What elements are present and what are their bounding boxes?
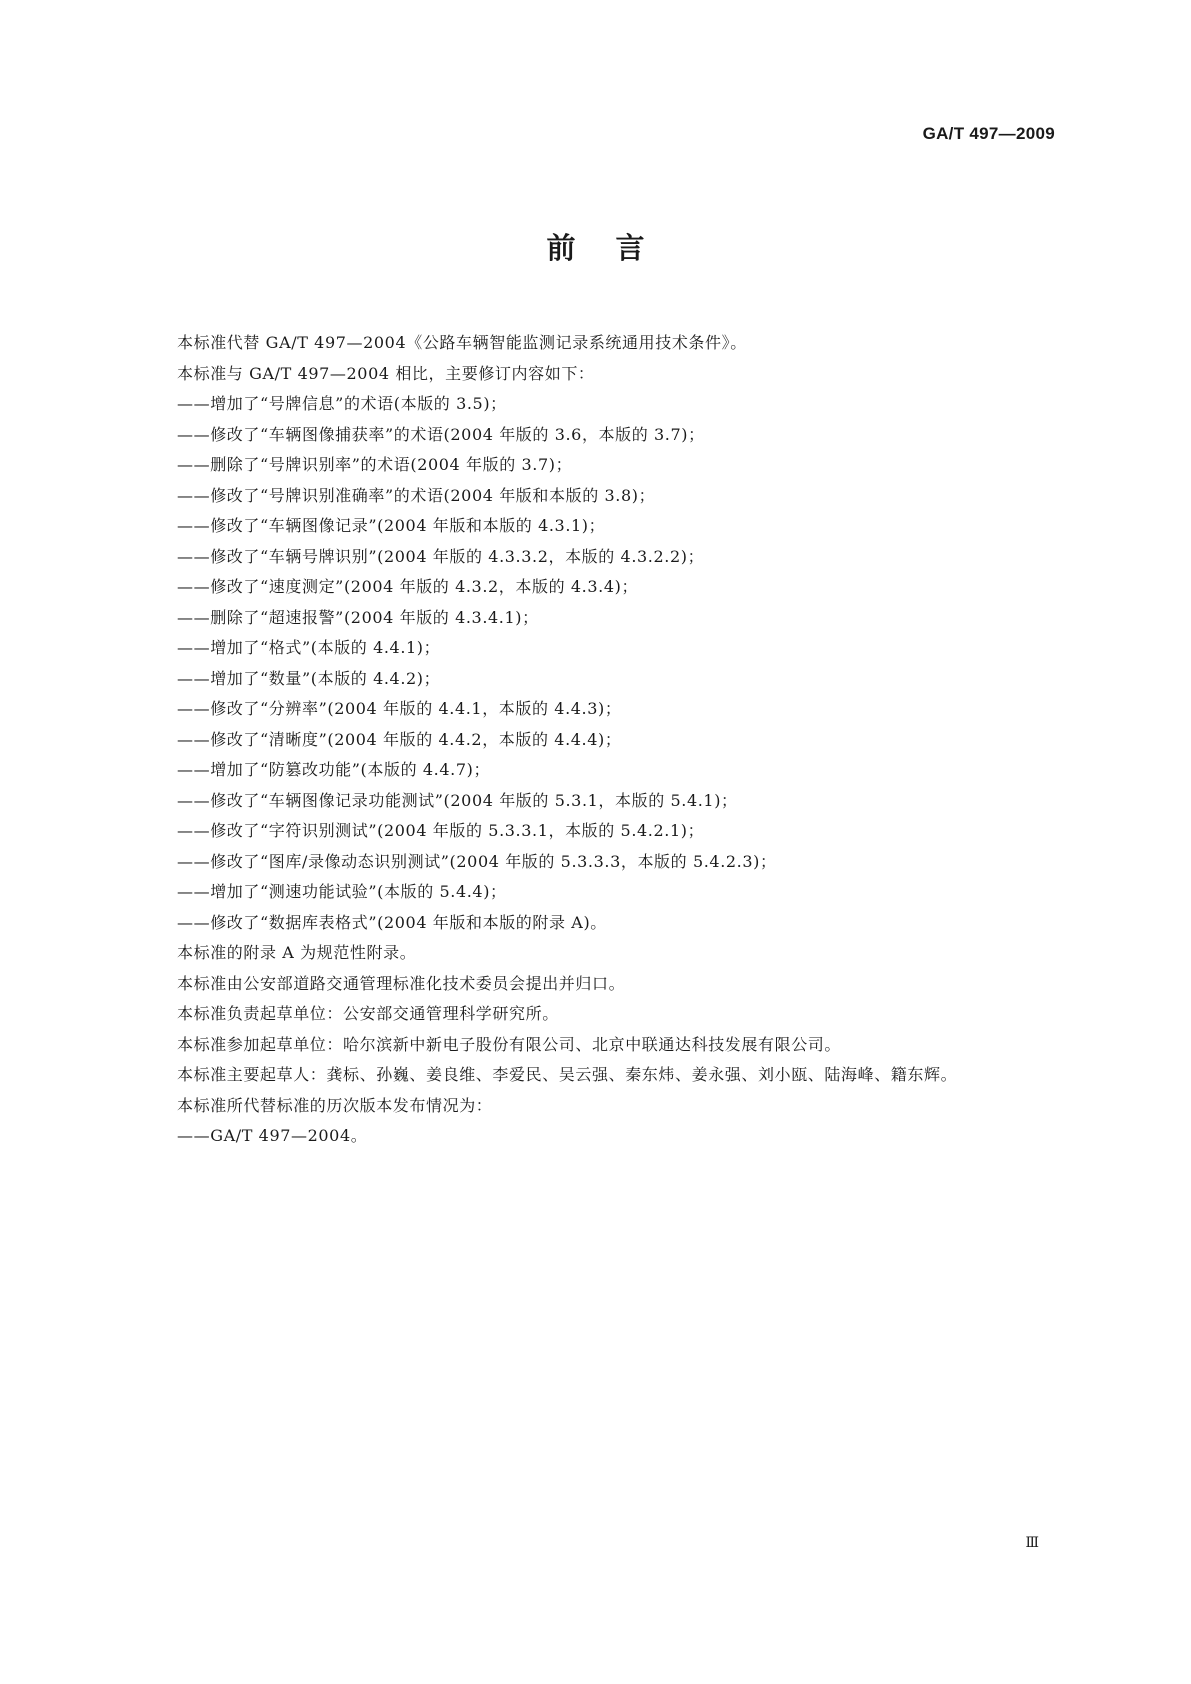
list-item: ——增加了“防篡改功能”(本版的 4.4.7)；: [177, 760, 491, 779]
list-item: ——修改了“车辆号牌识别”(2004 年版的 4.3.3.2，本版的 4.3.2.2)；: [177, 546, 705, 566]
paragraph: 本标准参加起草单位：哈尔滨新中新电子股份有限公司、北京中联通达科技发展有限公司。: [177, 1034, 842, 1054]
paragraph: 本标准与 GA/T 497—2004 相比，主要修订内容如下：: [177, 363, 595, 383]
list-item: ——增加了“数量”(本版的 4.4.2)；: [177, 668, 441, 688]
paragraph: 本标准所代替标准的历次版本发布情况为：: [177, 1095, 493, 1115]
list-item: ——增加了“测速功能试验”(本版的 5.4.4)；: [177, 882, 507, 901]
page-title: 前言: [546, 231, 685, 265]
list-item: ——修改了“分辨率”(2004 年版的 4.4.1，本版的 4.4.3)；: [177, 699, 622, 718]
list-item: ——GA/T 497—2004。: [177, 1126, 368, 1145]
paragraph: 本标准负责起草单位：公安部交通管理科学研究所。: [177, 1004, 559, 1023]
paragraph: 本标准主要起草人：龚标、孙巍、姜良维、李爱民、吴云强、秦东炜、姜永强、刘小瓯、陆海峰、籍东辉。: [177, 1065, 958, 1084]
list-item: ——删除了“号牌识别率”的术语(2004 年版的 3.7)；: [177, 455, 573, 474]
paragraph: 本标准的附录 A 为规范性附录。: [177, 943, 417, 962]
paragraph: 本标准代替 GA/T 497—2004《公路车辆智能监测记录系统通用技术条件》。: [177, 333, 747, 352]
list-item: ——修改了“字符识别测试”(2004 年版的 5.3.3.1，本版的 5.4.2.1)；: [177, 821, 705, 840]
list-item: ——修改了“号牌识别准确率”的术语(2004 年版和本版的 3.8)；: [177, 485, 656, 505]
list-item: ——修改了“图库/录像动态识别测试”(2004 年版的 5.3.3.3，本版的 5.4.2.3)；: [177, 851, 777, 871]
document-body: [177, 328, 1057, 1152]
list-item: ——修改了“车辆图像记录”(2004 年版和本版的 4.3.1)；: [177, 516, 606, 535]
paragraph: 本标准由公安部道路交通管理标准化技术委员会提出并归口。: [177, 973, 626, 993]
list-item: ——修改了“清晰度”(2004 年版的 4.4.2，本版的 4.4.4)；: [177, 729, 622, 749]
list-item: ——修改了“速度测定”(2004 年版的 4.3.2，本版的 4.3.4)；: [177, 577, 639, 596]
list-item: ——增加了“格式”(本版的 4.4.1)；: [177, 638, 441, 657]
list-item: ——修改了“车辆图像捕获率”的术语(2004 年版的 3.6，本版的 3.7)；: [177, 424, 705, 444]
list-item: ——修改了“数据库表格式”(2004 年版和本版的附录 A)。: [177, 912, 607, 932]
list-item: ——删除了“超速报警”(2004 年版的 4.3.4.1)；: [177, 607, 539, 627]
list-item: ——增加了“号牌信息”的术语(本版的 3.5)；: [177, 394, 507, 413]
list-item: ——修改了“车辆图像记录功能测试”(2004 年版的 5.3.1，本版的 5.4.1)；: [177, 790, 738, 810]
standard-code: GA/T 497—2009: [922, 124, 1055, 143]
page-number: Ⅲ: [1025, 1536, 1039, 1551]
